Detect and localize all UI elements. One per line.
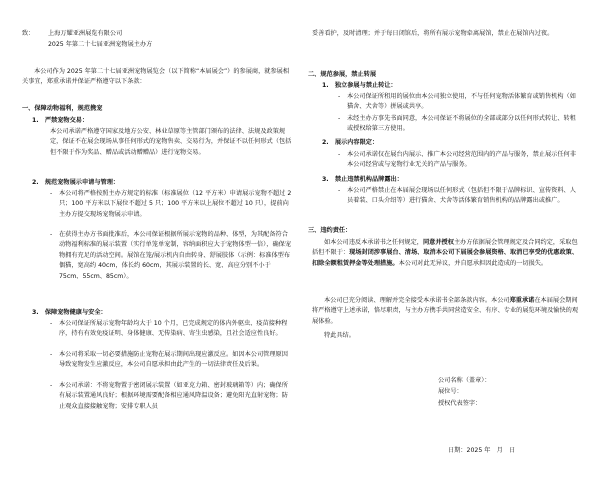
to-label: 致： (22, 30, 35, 37)
list-item (50, 230, 292, 300)
bullet-text: 在获得主办方书面批准后，本公司保证根据所展示宠物的品种、体型，为其配备符合动物福利标准的展示装置（实行单笼单宠制，容纳面积应大于宠物体型一倍），确保宠物拥有充足的活动空间。展馆在笼/展示机内自由转身、舒展肢体（示例：标准体型布偶猫，宽高约 40cm，体长约 60cm，其展示装置的长、宽、高应分别不小于 75cm、55cm、85cm）。 (59, 231, 292, 280)
bullet-dash: - (50, 190, 53, 197)
event-organizer: 2025 年第二十七届亚洲宠物展主办方 (48, 41, 153, 48)
bullet-text: 本公司承诺：不将宠物置于密闭展示装置（如亚克力箱、密封玻璃箱等）内；确保所有展示装置通风良好；根据环境需要配备相应通风降温设备；避免阳光直射宠物；防止观众直接接触宠物；安排专职人员 (59, 382, 288, 410)
section2-sub3-title: 3. 禁止违禁机构品牌露出： (322, 176, 403, 183)
signature-company-label: 公司名称（盖章）： (438, 377, 491, 384)
signature-booth-label: 展位号： (438, 388, 463, 395)
section1-title: 一、保障动物福利，规范携宠 (22, 105, 103, 112)
liability-text-a: 如本公司违反本承诺书之任何规定， (324, 239, 423, 246)
signature-signer-label: 授权代表签字： (438, 400, 482, 407)
bullet-text: 本公司承诺仅在展台内展示、推广本公司经营范围内的产品与服务，禁止展示任何非本公司经营或与宠物行业无关的产品与服务。 (347, 151, 576, 169)
section3-title: 三、违约责任： (308, 227, 352, 234)
liability-paragraph (312, 238, 582, 269)
list-item (338, 92, 580, 114)
bullet-text: 本公司将严格按照主办方规定的标准（标准展位（12 平方米）申请展示宠物不超过 2 只；100 平方米以下展位不超过 5 只；100 平方米以上展位不超过 10 只），提前向主办方提交现场宠物展示申请。 (59, 190, 292, 218)
bullet-dash: - (338, 151, 341, 158)
continued-text: 妥善看护，及时清理；并于每日闭馆后，将所有展示宠物牵离展馆，禁止在展馆内过夜。 (312, 30, 554, 37)
section2-title: 二、规范参展，禁止转展 (308, 71, 377, 78)
bullet-dash: - (50, 382, 53, 389)
intro-paragraph: 本公司作为 2025 年第二十七届亚洲宠物展览会（以下简称“本届展会”）的参展商，就参展相关事宜，郑重承诺并保证严格遵守以下条款： (22, 68, 290, 86)
bullet-text: 本公司保证所租用的展位由本公司独立使用，不与任何宠物活体繁育或销售机构（如猫舍、犬舍等）拼展或共享。 (347, 93, 576, 111)
bullet-text: 本公司严格禁止在本届展会现场以任何形式（包括但不限于品牌标识、宣传资料、人员着装、口头介绍等）进行猫舍、犬舍等活体繁育销售机构的品牌露出或推广。 (347, 187, 576, 205)
acknowledgement-paragraph (312, 296, 582, 327)
section1-sub1-text: 本公司承诺严格遵守国家及地方公安、林业草原等主管部门颁布的法律、法规及政策规定，保证不在展会现场从事任何形式的宠物售卖、交易行为，并保证不以任何形式（包括但不限于作为奖品、赠品或活动赠赠品）进行宠物交易。 (50, 128, 292, 156)
liability-emphasis-authorize: 同意并授权 (423, 239, 454, 246)
bullet-dash: - (50, 231, 53, 238)
bullet-text: 未经主办方事先书面同意，本公司保证不将展位的全部或部分以任何形式转让、转租或授权给第三方使用。 (347, 115, 576, 133)
section2-sub2-title: 2. 展示内容限定： (322, 139, 379, 146)
bullet-dash: - (338, 187, 341, 194)
section2-sub1-title: 1. 独立参展与禁止转让： (322, 82, 397, 89)
section1-sub2-title: 2. 规范宠物展示申请与管理： (32, 179, 120, 186)
ack-emphasis-commit: 郑重承诺 (509, 297, 535, 304)
liability-text-e: 本公司对此无异议，并自愿承担因此造成的一切损失。 (398, 259, 548, 267)
bullet-dash: - (338, 115, 341, 122)
bullet-dash: - (50, 320, 53, 327)
list-item (50, 319, 292, 351)
recipient-name: 上海万耀亚洲展览有限公司 (48, 30, 123, 37)
list-item (50, 381, 292, 413)
bullet-text: 本公司保证所展示宠物年龄均大于 10 个月，已完成规定的体内外驱虫、疫苗接种程序，持有有效免疫证明、身体健康、无传染病、寄生虫感染，且社会适应性良好。 (59, 320, 288, 338)
list-item (338, 186, 580, 218)
list-item (50, 350, 292, 382)
ack-text-c: 在本届展会期间将严格遵守上述承诺，恪尽职责，与主办方携手共同营造安全、有序、专业的展览环境及愉快的观展体验。 (312, 297, 579, 325)
closing-statement: 特此具结。 (324, 332, 355, 339)
section1-sub1-title: 1. 严禁宠物交易： (32, 117, 89, 124)
bullet-text: 本公司将采取一切必要措施防止宠物在展示期间出现应激反应。如因本公司管理原因导致宠物发生应激反应，本公司自愿承担由此产生的一切法律责任及后果。 (59, 351, 288, 369)
bullet-dash: - (338, 93, 341, 100)
liability-text-c: 主办方依据展会管理规定及合同约定，采取包括但不限于： (312, 239, 578, 257)
list-item (338, 114, 580, 136)
bullet-dash: - (50, 351, 53, 358)
signature-date-label: 日期：2025 年 月 日 (448, 447, 516, 454)
section1-sub3-title: 3. 保障宠物健康与安全： (32, 309, 107, 316)
list-item (338, 150, 580, 172)
liability-emphasis-measures: 现场封闭涉事展台、清场、取消本公司下届展会参展资格、取消已享受的优惠政策、扣除全额租赁押金等处理措施。 (312, 249, 579, 267)
ack-text-a: 本公司已充分阅读、理解并完全接受本承诺书全部条款内容。本公司 (324, 297, 510, 304)
list-item (50, 189, 292, 231)
